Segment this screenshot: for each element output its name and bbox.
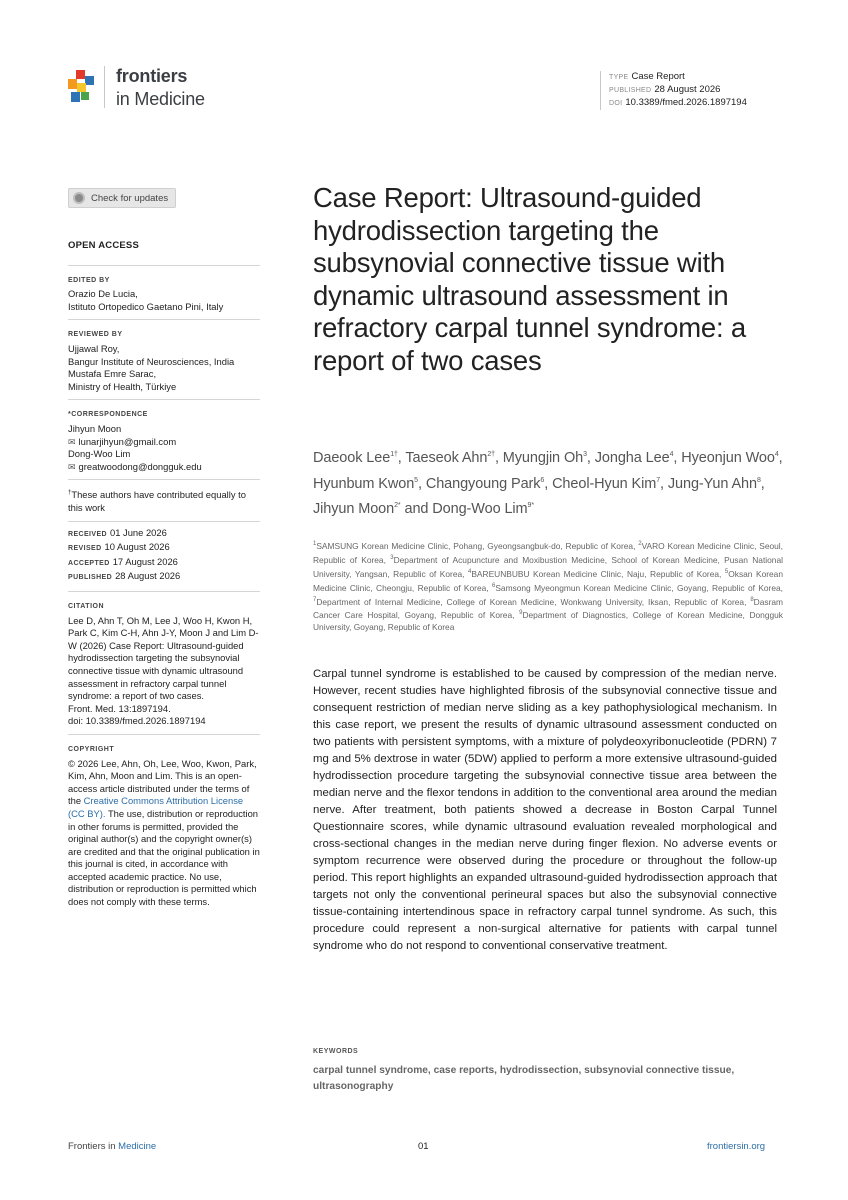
received-date: 01 June 2026: [110, 526, 167, 538]
footer-site-link[interactable]: frontiersin.org: [707, 1141, 766, 1152]
received-label: RECEIVED: [68, 530, 107, 538]
affiliation-text: Dasram Cancer Care Hospital, Goyang, Republic of Korea,: [313, 596, 783, 621]
affiliation-text: Department of Internal Medicine, College of Korean Medicine, Wonkwang University, Iksan, Republic of Korea,: [316, 596, 751, 607]
article-title: Case Report: Ultrasound-guided hydrodissection targeting the subsynovial connective tissue with dynamic ultrasound assessment in refractory carpal tunnel syndrome: a report of two cases: [313, 182, 747, 376]
keywords: carpal tunnel syndrome, case reports, hydrodissection, subsynovial connective tissue, ultrasonography: [313, 1065, 735, 1092]
citation-journal: Front. Med. 13:1897194.: [68, 702, 171, 714]
citation-label: CITATION: [68, 603, 105, 610]
affiliation-text: VARO Korean Medicine Clinic, Seoul, Republic of Korea,: [313, 540, 783, 565]
affiliation-text: Samsong Myeongmun Korean Medicine Clinic, Goyang, Republic of Korea,: [495, 582, 783, 593]
article-meta: [600, 71, 747, 110]
reviewer-name: Mustafa Emre Sarac,: [68, 368, 157, 380]
author-name: Myungjin Oh: [502, 449, 584, 466]
dagger-mark: †: [68, 490, 72, 497]
affiliation-number: 4: [468, 568, 472, 575]
author-affiliation-mark: 1†: [390, 451, 398, 458]
editor-name: Orazio De Lucia,: [68, 288, 138, 300]
author-name: Jongha Lee: [594, 449, 670, 466]
affiliation-text: BAREUNBUBU Korean Medicine Clinic, Naju, Republic of Korea,: [471, 568, 725, 579]
author-name: Hyeonjun Woo: [681, 449, 775, 466]
edited-by-label: EDITED BY: [68, 276, 110, 284]
author-name: Daeook Lee: [313, 449, 391, 466]
affiliation-text: Department of Acupuncture and Moxibustion Medicine, School of Korean Medicine, Pusan National University, Yangsan, Republic of Korea,: [313, 554, 783, 579]
divider: [68, 734, 260, 735]
revised-label: REVISED: [68, 545, 102, 553]
corresponding-author-name: Jihyun Moon: [68, 422, 122, 434]
corresponding-author-name: Dong-Woo Lim: [68, 448, 131, 460]
affiliation-number: 8: [750, 596, 754, 603]
reviewer-name: Ujjawal Roy,: [68, 342, 120, 354]
page-number: 01: [418, 1141, 429, 1152]
equal-contribution-note: These authors have contributed equally to this work: [68, 489, 246, 514]
divider: [68, 399, 260, 400]
affiliation-number: 2: [638, 541, 642, 547]
affiliation-number: 5: [724, 568, 729, 575]
author-name: Jihyun Moon: [313, 501, 395, 518]
frontiers-logo-icon: [68, 70, 96, 104]
reviewer-affiliation: Bangur Institute of Neurosciences, India: [68, 355, 235, 367]
divider: [68, 479, 260, 480]
email-icon: ✉: [68, 436, 76, 447]
copyright-text: © 2026 Lee, Ahn, Oh, Lee, Woo, Kwon, Park, Kim, Ahn, Moon and Lim. This is an open-access article distributed under the terms of the Creative Commons Attribution License (CC BY). The use, distribution or reproduction in other forums is permitted, provided the original author(s) and the copyright owner(s) are credited and that the original publication in this journal is cited, in accordance with accepted academic practice. No use, distribution or reproduction is permitted which does not comply with these terms.: [68, 757, 260, 908]
divider: [68, 521, 260, 522]
author-affiliation-mark: 2†: [487, 451, 495, 458]
copyright-label: COPYRIGHT: [68, 745, 115, 753]
open-access-label: OPEN ACCESS: [68, 240, 140, 251]
author-affiliation-mark: 8: [757, 476, 761, 484]
author-name: Cheol-Hyun Kim: [552, 475, 657, 492]
journal-name-line2: in Medicine: [116, 89, 205, 109]
author-affiliation-mark: 4: [774, 451, 779, 458]
footer-journal: Frontiers in Medicine: [68, 1141, 157, 1152]
article-sidebar: [68, 240, 260, 909]
email-icon: ✉: [68, 461, 76, 472]
check-updates-label: Check for updates: [91, 192, 169, 204]
correspondence-label: *CORRESPONDENCE: [68, 411, 148, 419]
author-list: Daeook Lee$^{1\dagger}$, Taeseok Ahn$^{2\dagger}$, Myungjin Oh$^3$, Jongha Lee$^4$, Hyeonjun Woo$^4$, Hyunbum Kwon$^5$, Changyoung Park$^6$, Cheol-Hyun Kim$^7$, Jung-Yun Ahn$^8$, Jihyun Moon$^{2*}$ and Dong-Woo Lim$^{9*}$: [313, 449, 783, 518]
affiliation-number: 6: [491, 582, 496, 589]
author-affiliation-mark: 4: [669, 451, 674, 458]
affiliation-text: Oksan Korean Medicine Clinic, Cheongju, Republic of Korea,: [313, 568, 783, 593]
affiliation-number: 3: [390, 554, 394, 561]
abstract: Carpal tunnel syndrome is established to be caused by compression of the median nerve. However, recent studies have highlighted fibrosis of the subsynovial connective tissue and consequent restriction of median nerve sliding as a key pathophysiological mechanism. In this case report, we present the results of dynamic ultrasound assessment conducted on two patients with persistent symptoms, with a mixture of polydeoxyribonucleotide (PDRN) 7 mg and 5% dextrose in water (5DW) applied to perform a more extensive ultrasound-guided hydrodissection procedure targeting the subsynovial connective tissue area between the median nerve and the flexor tendons in addition to the conventional area around the median nerve. After treatment, both patients showed a decrease in Boston Carpal Tunnel Questionnaire scores, while dynamic ultrasound evaluation revealed morphological and cross-sectional changes in the median nerve during finger flexion. No adverse events or symptom recurrence were observed during the procedure or throughout the follow-up period. This report highlights an expanded ultrasound-guided hydrodissection approach that targets not only the conventional perineural spaces but also the subsynovial connective tissue-containing intertendinous space in refractory carpal tunnel syndrome. As such, this procedure could represent a non-surgical alternative for patients with carpal tunnel syndrome who do not respond to conventional conservative treatment.: [313, 668, 777, 952]
revised-date: 10 August 2026: [104, 541, 170, 553]
affiliation-number: 9: [519, 610, 523, 617]
author-affiliation-mark: 5: [414, 476, 418, 484]
affiliation-list: [313, 538, 783, 633]
check-for-updates-button[interactable]: [68, 188, 176, 208]
keywords-label: KEYWORDS: [313, 1048, 359, 1055]
author-affiliation-mark: 3: [583, 451, 587, 458]
accepted-label: ACCEPTED: [68, 559, 110, 567]
citation-doi[interactable]: doi: 10.3389/fmed.2026.1897194: [68, 715, 206, 727]
author-affiliation-mark: 7: [656, 476, 661, 484]
cc-by-license-link[interactable]: Creative Commons Attribution License (CC BY).: [68, 795, 244, 819]
divider: [68, 591, 260, 592]
reviewer-affiliation: Ministry of Health, Türkiye: [68, 380, 177, 392]
author-affiliation-mark: 6: [540, 476, 545, 484]
citation-text: Lee D, Ahn T, Oh M, Lee J, Woo H, Kwon H, Park C, Kim C-H, Ahn J-Y, Moon J and Lim D-W (2026) Case Report: Ultrasound-guided hydrodissection targeting the subsynovial connective tissue with dynamic ultrasound assessment in refractory carpal tunnel syndrome: a report of two cases.: [68, 614, 259, 702]
accepted-date: 17 August 2026: [112, 555, 178, 567]
meta-doi: DOI 10.3389/fmed.2026.1897194: [609, 97, 747, 108]
author-name: Taeseok Ahn: [405, 449, 488, 466]
published-label: PUBLISHED: [68, 574, 113, 582]
published-date: 28 August 2026: [115, 570, 181, 582]
affiliation-text: Department of Diagnostics, College of Korean Medicine, Dongguk University, Goyang, Republic of Korea: [313, 610, 783, 633]
editor-affiliation: Istituto Ortopedico Gaetano Pini, Italy: [68, 300, 224, 312]
divider: [68, 319, 260, 320]
affiliation-number: 1: [313, 541, 317, 547]
author-name: Dong-Woo Lim: [432, 501, 528, 518]
author-name: Hyunbum Kwon: [313, 475, 415, 492]
corresponding-author-email[interactable]: greatwoodong@dongguk.edu: [78, 460, 202, 472]
meta-type: TYPE Case Report: [609, 71, 685, 82]
author-name: Changyoung Park: [425, 475, 541, 492]
corresponding-author-email[interactable]: lunarjihyun@gmail.com: [78, 435, 177, 447]
author-affiliation-mark: 9*: [527, 502, 534, 510]
author-affiliation-mark: 2*: [394, 502, 401, 510]
refresh-icon: [73, 192, 85, 204]
affiliation-text: SAMSUNG Korean Medicine Clinic, Pohang, Gyeongsangbuk-do, Republic of Korea,: [316, 540, 639, 551]
journal-name-line1: frontiers: [116, 66, 188, 86]
divider: [68, 265, 260, 266]
affiliation-number: 7: [313, 596, 317, 603]
author-name: Jung-Yun Ahn: [667, 475, 757, 492]
logo-divider: [104, 66, 105, 108]
meta-published: PUBLISHED 28 August 2026: [609, 84, 721, 95]
reviewed-by-label: REVIEWED BY: [68, 331, 123, 339]
